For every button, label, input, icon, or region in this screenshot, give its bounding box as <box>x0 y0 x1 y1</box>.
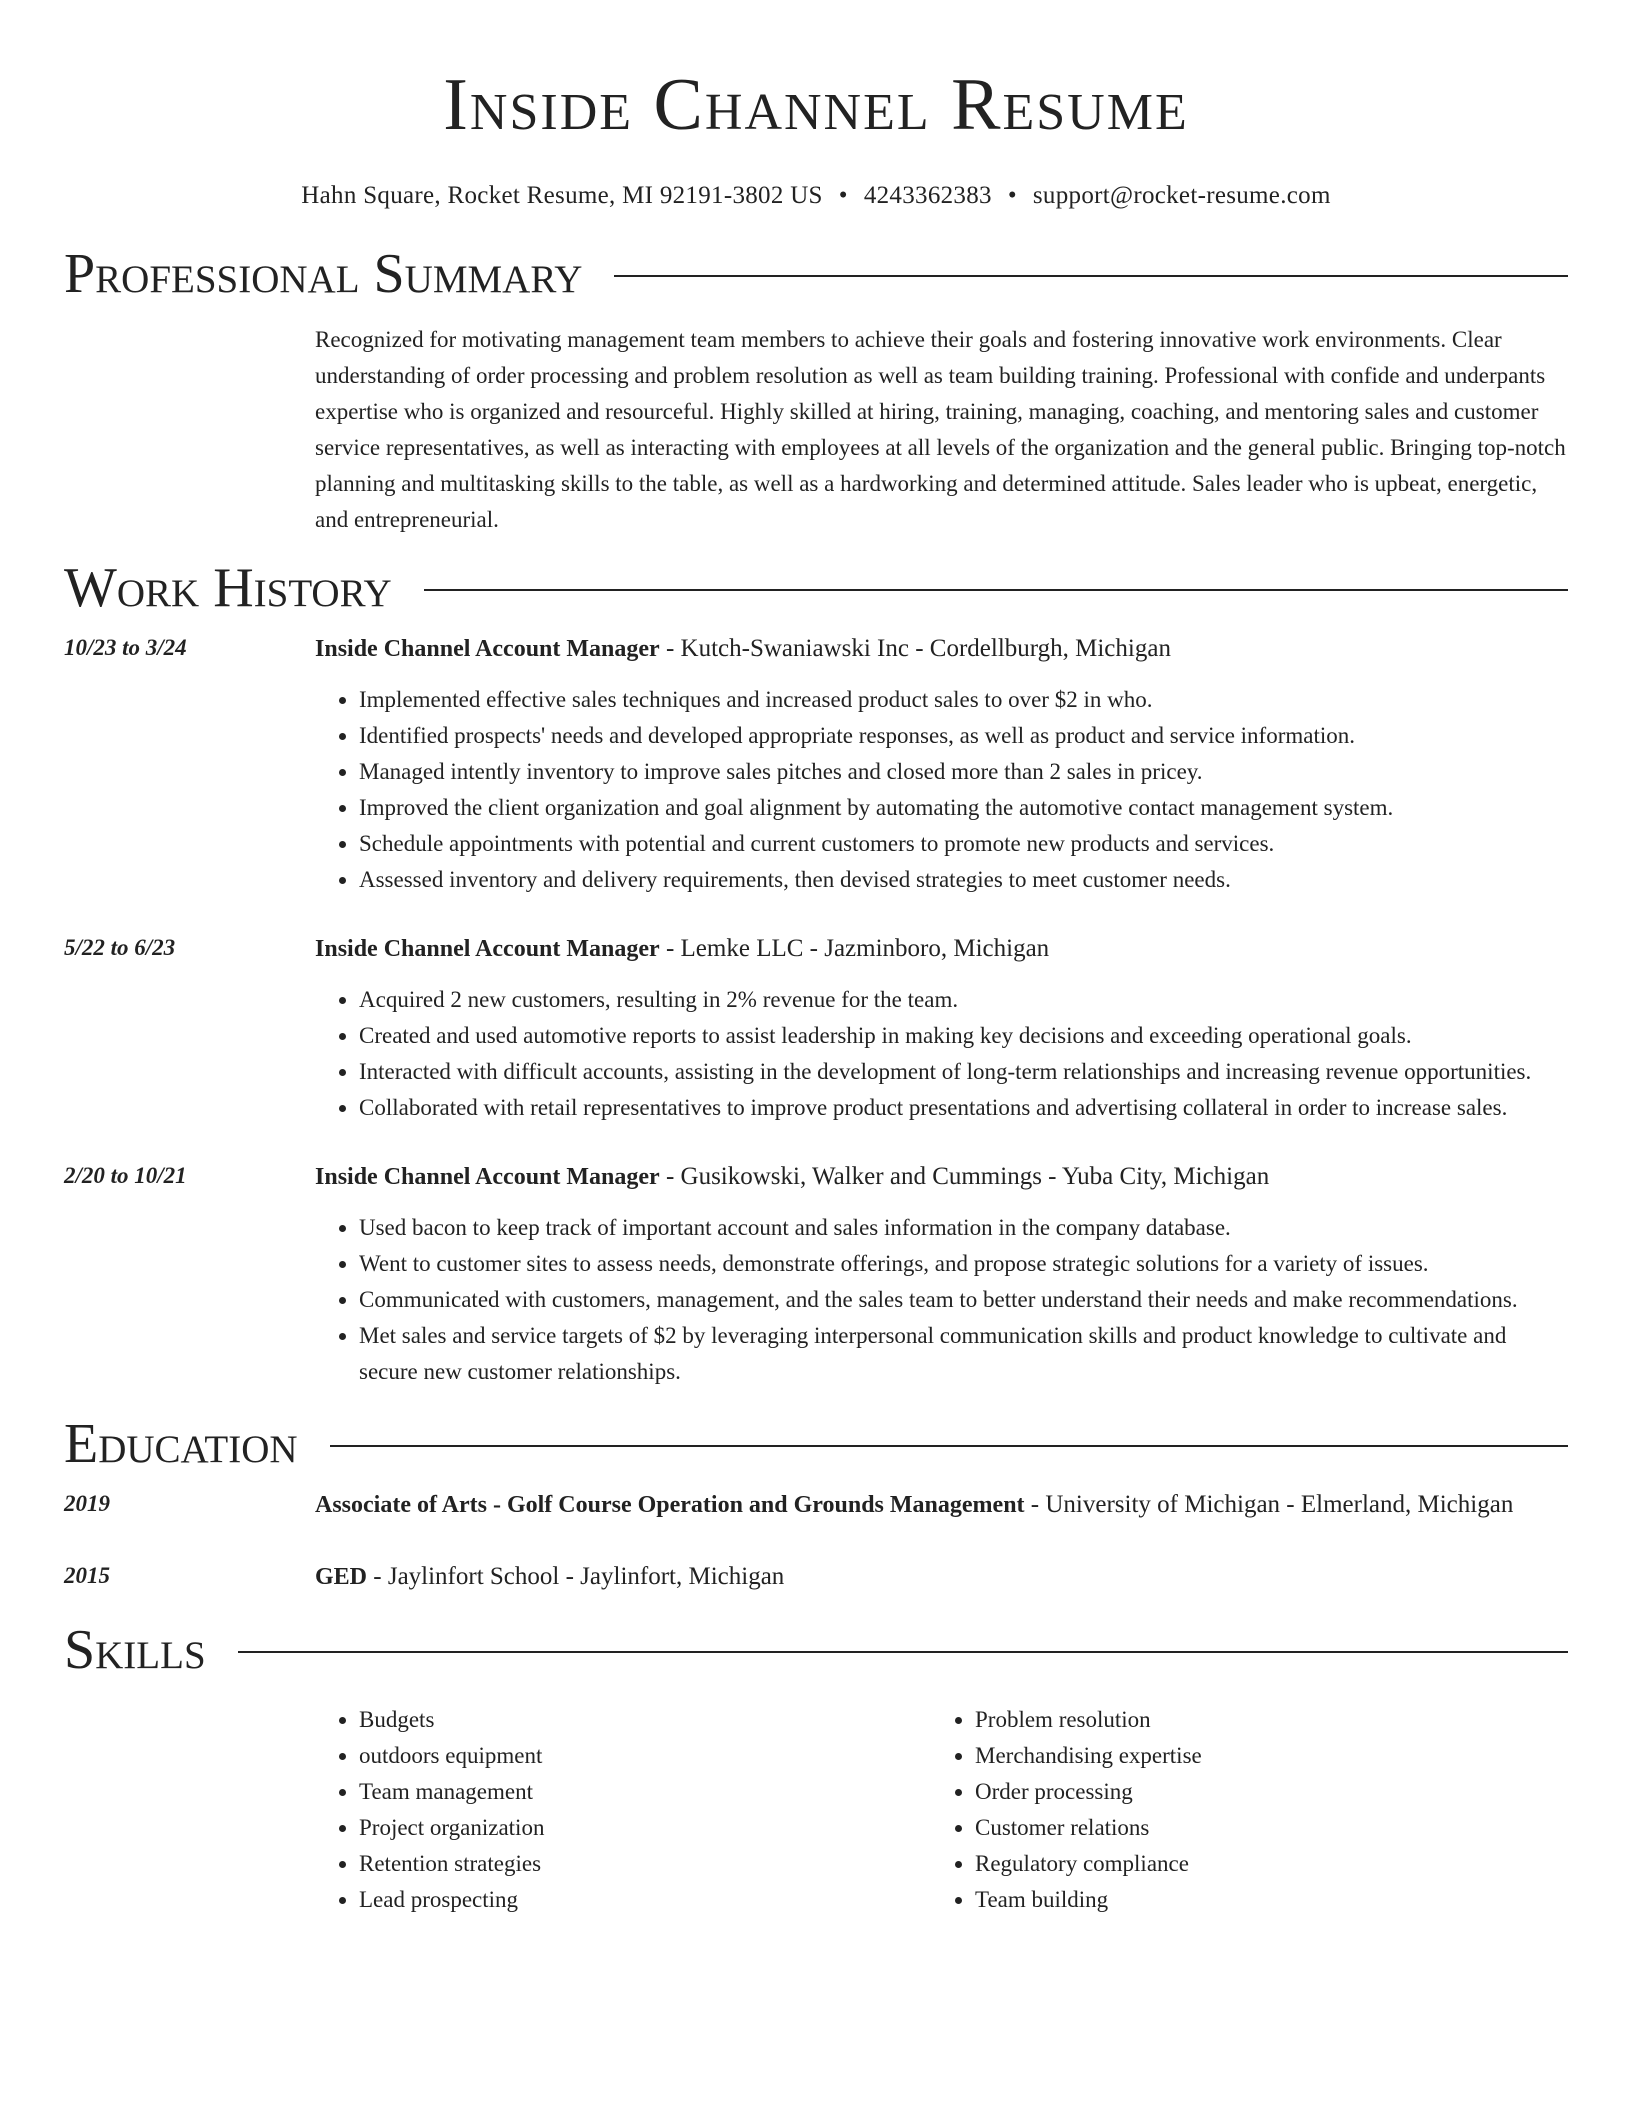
job-details: - Gusikowski, Walker and Cummings - Yuba City, Michigan <box>659 1163 1270 1190</box>
job-body <box>315 1158 1568 1390</box>
skill-item: • Lead prospecting <box>359 1882 931 1918</box>
skills-section-title: Skills <box>64 1619 206 1681</box>
skill-item: • Merchandising expertise <box>975 1738 1202 1774</box>
contact-line <box>64 180 1568 212</box>
section-divider <box>238 1651 1568 1653</box>
job-details: - Lemke LLC - Jazminboro, Michigan <box>659 935 1050 962</box>
skill-item: • Order processing <box>975 1774 1202 1810</box>
education-year: 2015 <box>64 1563 110 1588</box>
work-section-header <box>64 556 1568 620</box>
job-entry <box>64 1158 1568 1390</box>
summary-section-title: Professional Summary <box>64 243 583 305</box>
contact-phone: 4243362383 <box>863 182 992 209</box>
education-degree: GED <box>315 1564 368 1590</box>
skill-item: • Budgets <box>359 1702 931 1738</box>
job-body <box>315 930 1568 1126</box>
job-details: - Kutch-Swaniawski Inc - Cordellburgh, Michigan <box>659 635 1171 662</box>
contact-separator: • <box>838 182 848 209</box>
section-divider <box>330 1445 1568 1447</box>
job-bullet: • Met sales and service targets of $2 by leveraging interpersonal communication skills and product knowledge to cultivate and secure new customer relationships. <box>359 1318 1568 1390</box>
job-bullets <box>315 682 1568 898</box>
skill-item: • outdoors equipment <box>359 1738 931 1774</box>
job-bullet: • Implemented effective sales techniques and increased product sales to over $2 in who. <box>359 682 1568 718</box>
education-details: - University of Michigan - Elmerland, Michigan <box>1024 1491 1514 1518</box>
skill-item: • Retention strategies <box>359 1846 931 1882</box>
job-role: Inside Channel Account Manager <box>315 936 660 962</box>
job-dates: 10/23 to 3/24 <box>64 635 187 660</box>
section-divider <box>424 589 1568 591</box>
skill-item: • Regulatory compliance <box>975 1846 1202 1882</box>
skill-item: • Project organization <box>359 1810 931 1846</box>
education-entry <box>64 1486 1568 1524</box>
education-details: - Jaylinfort School - Jaylinfort, Michigan <box>367 1563 785 1590</box>
job-bullets <box>315 982 1568 1126</box>
job-heading <box>315 630 1568 668</box>
skills-column-right <box>931 1702 1202 1918</box>
education-year: 2019 <box>64 1491 110 1516</box>
summary-text: Recognized for motivating management team members to achieve their goals and fostering innovative work environments. Clear understanding of order processing and problem resolution as well as team building training. Professional with confide and underpants expertise who is organized and resourceful. Highly skilled at hiring, training, managing, coaching, and mentoring sales and customer service representatives, as well as interacting with employees at all levels of the organization and the general public. Bringing top-notch planning and multitasking skills to the table, as well as a hardworking and determined attitude. Sales leader who is upbeat, energetic, and entrepreneurial. <box>315 327 1566 532</box>
job-heading <box>315 930 1568 968</box>
job-heading <box>315 1158 1568 1196</box>
job-bullet: • Used bacon to keep track of important account and sales information in the company database. <box>359 1210 1568 1246</box>
job-bullet: • Communicated with customers, management, and the sales team to better understand their needs and make recommendations. <box>359 1282 1568 1318</box>
education-section-header <box>64 1412 1568 1476</box>
job-dates: 5/22 to 6/23 <box>64 935 176 960</box>
job-bullet: • Interacted with difficult accounts, assisting in the development of long-term relationships and increasing revenue opportunities. <box>359 1054 1568 1090</box>
job-bullet: • Identified prospects' needs and developed appropriate responses, as well as product and service information. <box>359 718 1568 754</box>
job-bullet: • Managed intently inventory to improve sales pitches and closed more than 2 sales in pricey. <box>359 754 1568 790</box>
section-divider <box>614 275 1568 277</box>
contact-separator: • <box>1007 182 1017 209</box>
job-role: Inside Channel Account Manager <box>315 1164 660 1190</box>
job-bullet: • Assessed inventory and delivery requirements, then devised strategies to meet customer needs. <box>359 862 1568 898</box>
job-bullet: • Improved the client organization and goal alignment by automating the automotive contact management system. <box>359 790 1568 826</box>
job-bullets <box>315 1210 1568 1390</box>
resume-page <box>64 0 1568 1918</box>
contact-email: support@rocket-resume.com <box>1032 182 1331 209</box>
job-entry <box>64 630 1568 898</box>
skills-list <box>315 1702 1568 1918</box>
contact-address: Hahn Square, Rocket Resume, MI 92191-3802 US <box>301 182 823 209</box>
education-entry <box>64 1558 1568 1596</box>
job-entry <box>64 930 1568 1126</box>
resume-name: Inside Channel Resume <box>443 64 1189 146</box>
skill-item: • Team management <box>359 1774 931 1810</box>
skill-item: • Team building <box>975 1882 1202 1918</box>
work-section-title: Work History <box>64 557 392 619</box>
skill-item: • Customer relations <box>975 1810 1202 1846</box>
job-bullet: • Collaborated with retail representatives to improve product presentations and advertising collateral in order to increase sales. <box>359 1090 1568 1126</box>
job-body <box>315 630 1568 898</box>
job-dates: 2/20 to 10/21 <box>64 1163 187 1188</box>
summary-section-header <box>64 242 1568 306</box>
job-role: Inside Channel Account Manager <box>315 636 660 662</box>
job-bullet: • Went to customer sites to assess needs, demonstrate offerings, and propose strategic solutions for a variety of issues. <box>359 1246 1568 1282</box>
education-degree: Associate of Arts - Golf Course Operation and Grounds Management <box>315 1492 1025 1518</box>
skill-item: • Problem resolution <box>975 1702 1202 1738</box>
education-body <box>315 1558 1568 1596</box>
job-bullet: • Created and used automotive reports to assist leadership in making key decisions and exceeding operational goals. <box>359 1018 1568 1054</box>
skills-section-header <box>64 1618 1568 1682</box>
education-section-title: Education <box>64 1413 298 1475</box>
education-body <box>315 1486 1568 1524</box>
job-bullet: • Acquired 2 new customers, resulting in 2% revenue for the team. <box>359 982 1568 1018</box>
job-bullet: • Schedule appointments with potential and current customers to promote new products and services. <box>359 826 1568 862</box>
skills-column-left <box>315 1702 931 1918</box>
